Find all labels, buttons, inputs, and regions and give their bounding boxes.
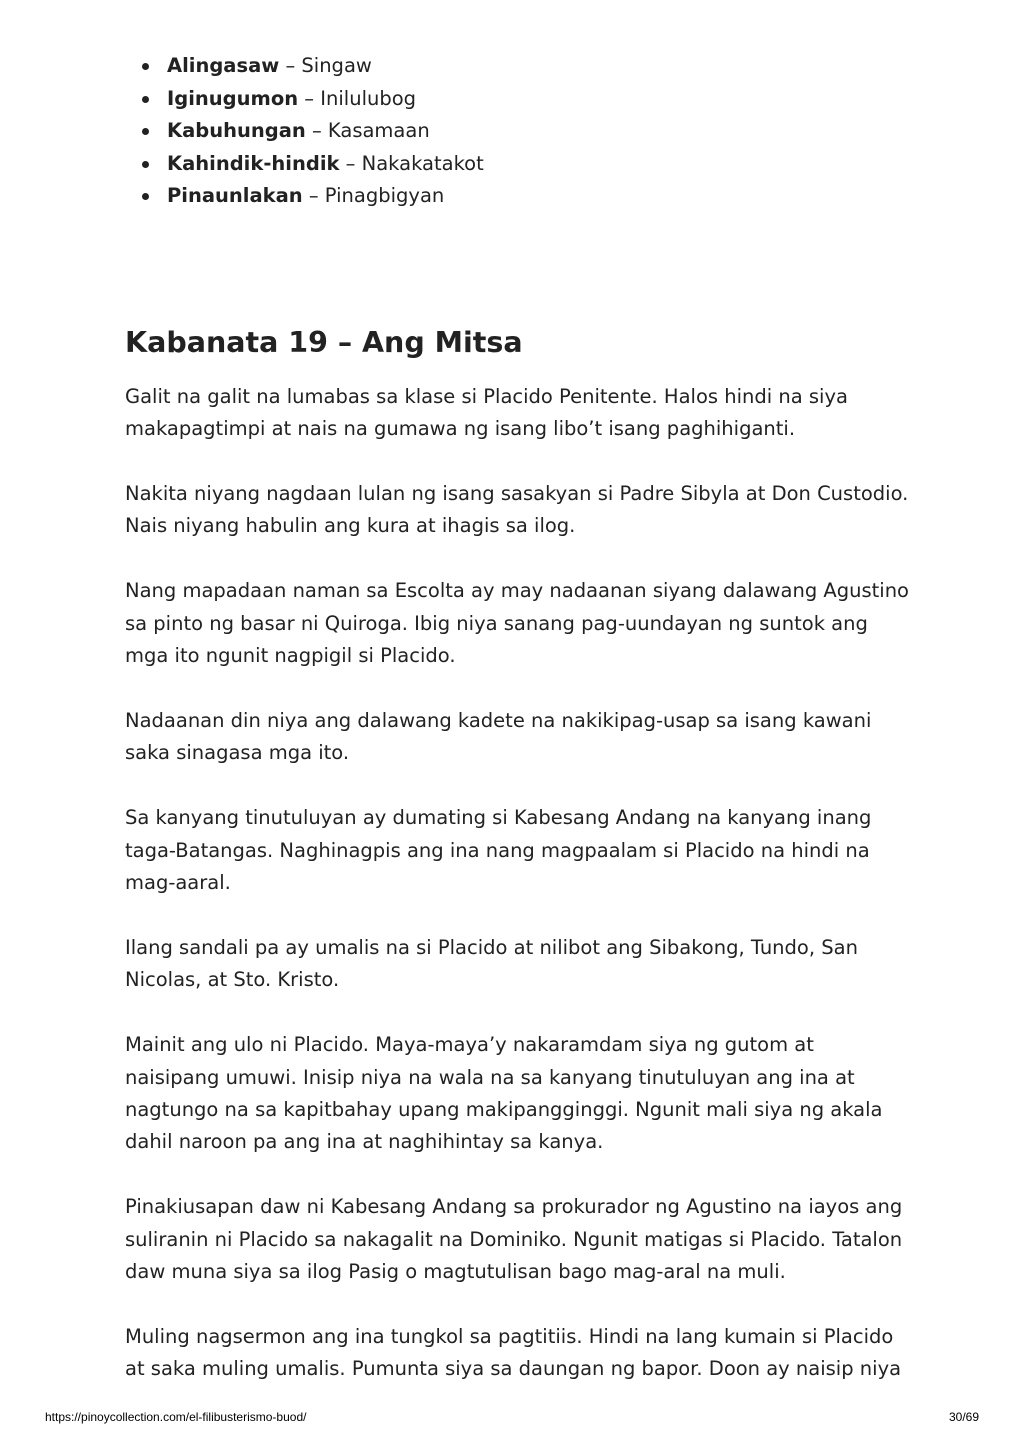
vocab-separator: – — [302, 184, 325, 207]
paragraph — [125, 802, 915, 899]
chapter-body — [125, 381, 915, 1386]
vocab-item — [167, 50, 915, 83]
paragraph — [125, 932, 915, 997]
paragraph-line: Sa kanyang tinutuluyan ay dumating si Kabesang Andang na kanyang inang — [125, 806, 872, 830]
paragraph-line: sa pinto ng basar ni Quiroga. Ibig niya sanang pag-uundayan ng suntok ang — [125, 611, 868, 635]
vocab-term: Kabuhungan — [167, 119, 306, 142]
paragraph-line: Muling nagsermon ang ina tungkol sa pagtitiis. Hindi na lang kumain si Placido — [125, 1325, 894, 1349]
paragraph-line: nagtungo na sa kapitbahay upang makipangginggi. Ngunit mali siya ng akala — [125, 1098, 883, 1121]
paragraph-line: Nadaanan din niya ang dalawang kadete na nakikipag-usap sa isang kawani — [125, 708, 872, 732]
paragraph-line: suliranin ni Placido sa nakagalit na Dominiko. Ngunit matigas si Placido. Tatalon — [125, 1227, 903, 1251]
paragraph-line: Ilang sandali pa ay umalis na si Placido at nilibot ang Sibakong, Tundo, San — [125, 935, 858, 959]
paragraph-line: saka sinagasa mga ito. — [125, 741, 350, 765]
paragraph — [125, 1191, 915, 1288]
paragraph-line: mga ito ngunit nagpigil si Placido. — [125, 643, 456, 667]
paragraph — [125, 705, 915, 770]
vocabulary-list — [167, 50, 915, 213]
vocab-term: Pinaunlakan — [167, 184, 303, 207]
paragraph — [125, 381, 915, 446]
page-number: 30/69 — [948, 1410, 979, 1424]
document-content — [125, 50, 915, 1386]
vocab-meaning: Singaw — [301, 54, 372, 77]
vocab-item — [167, 148, 915, 181]
paragraph-line: mag-aaral. — [125, 870, 231, 894]
paragraph — [125, 1029, 915, 1159]
paragraph-line: Nang mapadaan naman sa Escolta ay may nadaanan siyang dalawang Agustino — [125, 579, 909, 603]
vocab-term: Kahindik-hindik — [167, 151, 340, 175]
paragraph — [125, 575, 915, 672]
paragraph-line: dahil naroon pa ang ina at naghihintay sa kanya. — [125, 1130, 604, 1154]
paragraph — [125, 478, 915, 543]
vocab-meaning: Pinagbigyan — [324, 184, 445, 207]
paragraph-line: Galit na galit na lumabas sa klase si Placido Penitente. Halos hindi na siya — [125, 384, 848, 408]
vocab-item — [167, 180, 915, 213]
paragraph-line: makapagtimpi at nais na gumawa ng isang libo’t isang paghihiganti. — [125, 416, 796, 440]
vocab-separator: – — [339, 151, 362, 175]
paragraph-line: Pinakiusapan daw ni Kabesang Andang sa prokurador ng Agustino na iayos ang — [125, 1195, 903, 1219]
vocab-term: Iginugumon — [167, 86, 299, 110]
paragraph-line: at saka muling umalis. Pumunta siya sa daungan ng bapor. Doon ay naisip niya — [125, 1357, 902, 1381]
vocab-separator: – — [279, 54, 302, 77]
paragraph-line: Nais niyang habulin ang kura at ihagis sa ilog. — [125, 514, 576, 538]
vocab-separator: – — [298, 86, 321, 110]
paragraph-line: Nakita niyang nagdaan lulan ng isang sasakyan si Padre Sibyla at Don Custodio. — [125, 481, 909, 505]
paragraph-line: Nicolas, at Sto. Kristo. — [125, 968, 340, 992]
vocab-term: Alingasaw — [167, 54, 280, 77]
vocab-meaning: Nakakatakot — [361, 151, 484, 175]
source-url-link[interactable]: https://pinoycollection.com/el-filibusterismo-buod/ — [45, 1410, 307, 1424]
paragraph-line: Mainit ang ulo ni Placido. Maya-maya’y nakaramdam siya ng gutom at — [125, 1033, 814, 1057]
paragraph-line: daw muna siya sa ilog Pasig o magtutulisan bago mag-aral na muli. — [125, 1260, 786, 1284]
vocab-item — [167, 83, 915, 116]
chapter-title: Kabanata 19 – Ang Mitsa — [125, 325, 523, 359]
vocab-meaning: Kasamaan — [327, 119, 430, 142]
paragraph — [125, 1321, 915, 1386]
paragraph-line: naisipang umuwi. Inisip niya na wala na sa kanyang tinutuluyan ang ina at — [125, 1065, 855, 1089]
vocab-meaning: Inilulubog — [320, 86, 417, 110]
paragraph-line: taga-Batangas. Naghinagpis ang ina nang magpaalam si Placido na hindi na — [125, 838, 870, 862]
vocab-separator: – — [305, 119, 328, 142]
vocab-item — [167, 115, 915, 148]
